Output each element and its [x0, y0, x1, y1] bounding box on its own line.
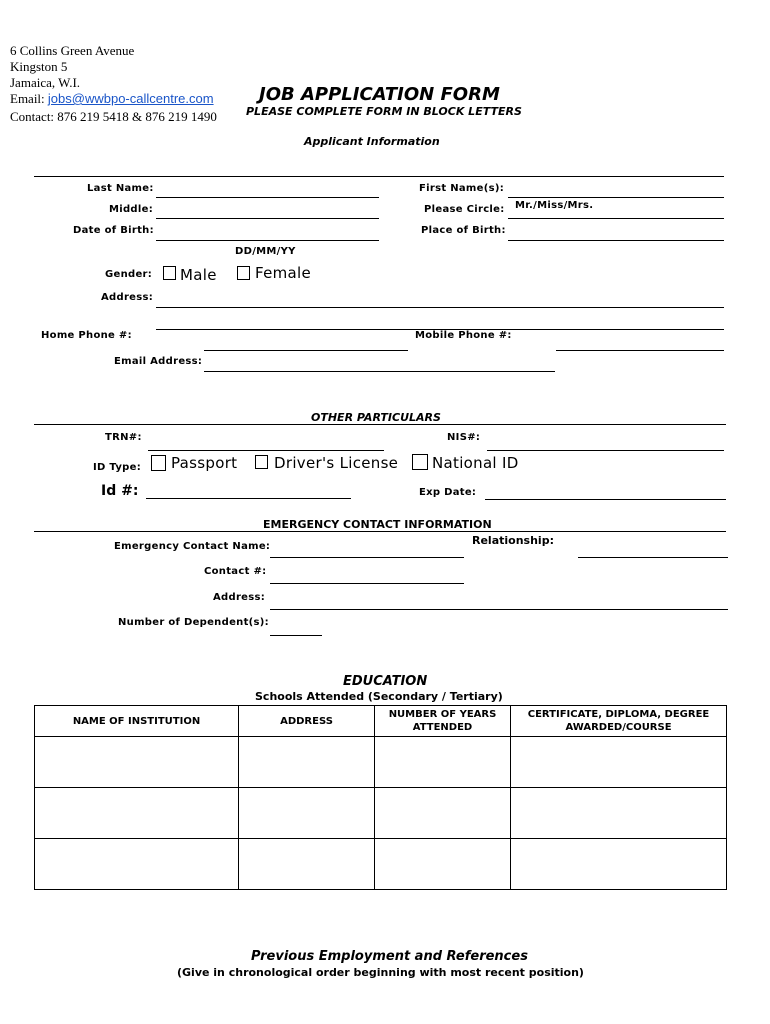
trn-label: TRN#: [105, 432, 142, 443]
address-field-line1[interactable] [156, 307, 724, 308]
drivers-license-checkbox[interactable] [255, 455, 268, 469]
company-email-link[interactable]: jobs@wwbpo-callcentre.com [47, 91, 214, 106]
column-header-years: NUMBER OF YEARS ATTENDED [375, 706, 511, 737]
please-circle-label: Please Circle: [424, 204, 505, 215]
column-header-institution: NAME OF INSTITUTION [35, 706, 239, 737]
table-row [35, 788, 727, 839]
column-header-certificate: CERTIFICATE, DIPLOMA, DEGREE AWARDED/COURSE [511, 706, 727, 737]
home-phone-field[interactable] [204, 350, 408, 351]
employment-note: (Give in chronological order beginning with most recent position) [177, 966, 584, 979]
national-id-checkbox[interactable] [412, 454, 428, 470]
table-cell[interactable] [35, 737, 239, 788]
education-header-row [35, 706, 727, 737]
mobile-phone-label: Mobile Phone #: [415, 330, 512, 341]
id-number-field[interactable] [146, 498, 351, 499]
table-cell[interactable] [239, 839, 375, 890]
table-row [35, 737, 727, 788]
emergency-divider [34, 531, 726, 532]
nis-label: NIS#: [447, 432, 481, 443]
emergency-address-label: Address: [213, 592, 266, 603]
pob-field[interactable] [508, 240, 724, 241]
last-name-field[interactable] [156, 197, 379, 198]
relationship-label: Relationship: [472, 534, 554, 547]
table-cell[interactable] [239, 788, 375, 839]
table-cell[interactable] [239, 737, 375, 788]
title-field[interactable] [508, 218, 724, 219]
mobile-phone-field[interactable] [556, 350, 724, 351]
table-cell[interactable] [511, 737, 727, 788]
form-title: JOB APPLICATION FORM [259, 84, 500, 105]
company-email-row [10, 91, 214, 107]
table-row [35, 839, 727, 890]
company-country: Jamaica, W.I. [10, 75, 81, 90]
exp-date-label: Exp Date: [419, 487, 477, 498]
dob-format-hint: DD/MM/YY [235, 246, 296, 257]
pob-label: Place of Birth: [421, 225, 506, 236]
company-city: Kingston 5 [10, 59, 68, 74]
relationship-field[interactable] [578, 557, 728, 558]
gender-label: Gender: [105, 269, 153, 280]
table-cell[interactable] [35, 788, 239, 839]
middle-label: Middle: [109, 204, 154, 215]
title-options[interactable]: Mr./Miss/Mrs. [515, 200, 594, 211]
male-option-label: Male [180, 266, 217, 284]
other-particulars-divider [34, 424, 726, 425]
education-subheading: Schools Attended (Secondary / Tertiary) [255, 690, 503, 703]
emergency-contact-label: Contact #: [204, 566, 267, 577]
exp-date-field[interactable] [485, 499, 726, 500]
national-id-option-label: National ID [432, 454, 519, 472]
table-cell[interactable] [375, 737, 511, 788]
emergency-name-field[interactable] [270, 557, 464, 558]
education-table [34, 705, 727, 890]
id-type-label: ID Type: [93, 462, 141, 473]
emergency-address-field[interactable] [270, 609, 728, 610]
table-cell[interactable] [511, 788, 727, 839]
other-particulars-heading: OTHER PARTICULARS [311, 411, 441, 424]
first-names-field[interactable] [508, 197, 724, 198]
table-cell[interactable] [35, 839, 239, 890]
table-cell[interactable] [375, 839, 511, 890]
education-heading: EDUCATION [343, 674, 428, 689]
dependents-field[interactable] [270, 635, 322, 636]
last-name-label: Last Name: [87, 183, 154, 194]
trn-field[interactable] [148, 450, 384, 451]
female-option-label: Female [255, 264, 312, 282]
table-cell[interactable] [375, 788, 511, 839]
employment-heading: Previous Employment and References [251, 949, 528, 964]
column-header-address: ADDRESS [239, 706, 375, 737]
first-names-label: First Name(s): [419, 183, 505, 194]
address-label: Address: [101, 292, 154, 303]
email-address-label: Email Address: [114, 356, 203, 367]
applicant-section-title: Applicant Information [304, 135, 440, 148]
dob-label: Date of Birth: [73, 225, 154, 236]
emergency-heading: EMERGENCY CONTACT INFORMATION [263, 518, 492, 531]
middle-name-field[interactable] [156, 218, 379, 219]
company-street: 6 Collins Green Avenue [10, 43, 135, 58]
applicant-divider [34, 176, 724, 177]
emergency-contact-field[interactable] [270, 583, 464, 584]
drivers-license-option-label: Driver's License [274, 454, 399, 472]
form-subtitle: PLEASE COMPLETE FORM IN BLOCK LETTERS [246, 105, 522, 118]
home-phone-label: Home Phone #: [41, 330, 132, 341]
nis-field[interactable] [487, 450, 724, 451]
female-checkbox[interactable] [237, 266, 250, 280]
id-number-label: Id #: [101, 483, 139, 499]
email-address-field[interactable] [204, 371, 555, 372]
passport-checkbox[interactable] [151, 455, 166, 471]
male-checkbox[interactable] [163, 266, 176, 280]
company-email-label: Email: [10, 91, 48, 106]
dob-field[interactable] [156, 240, 379, 241]
table-cell[interactable] [511, 839, 727, 890]
emergency-name-label: Emergency Contact Name: [114, 541, 271, 552]
dependents-label: Number of Dependent(s): [118, 617, 269, 628]
company-contact: Contact: 876 219 5418 & 876 219 1490 [10, 109, 217, 124]
passport-option-label: Passport [171, 454, 238, 472]
